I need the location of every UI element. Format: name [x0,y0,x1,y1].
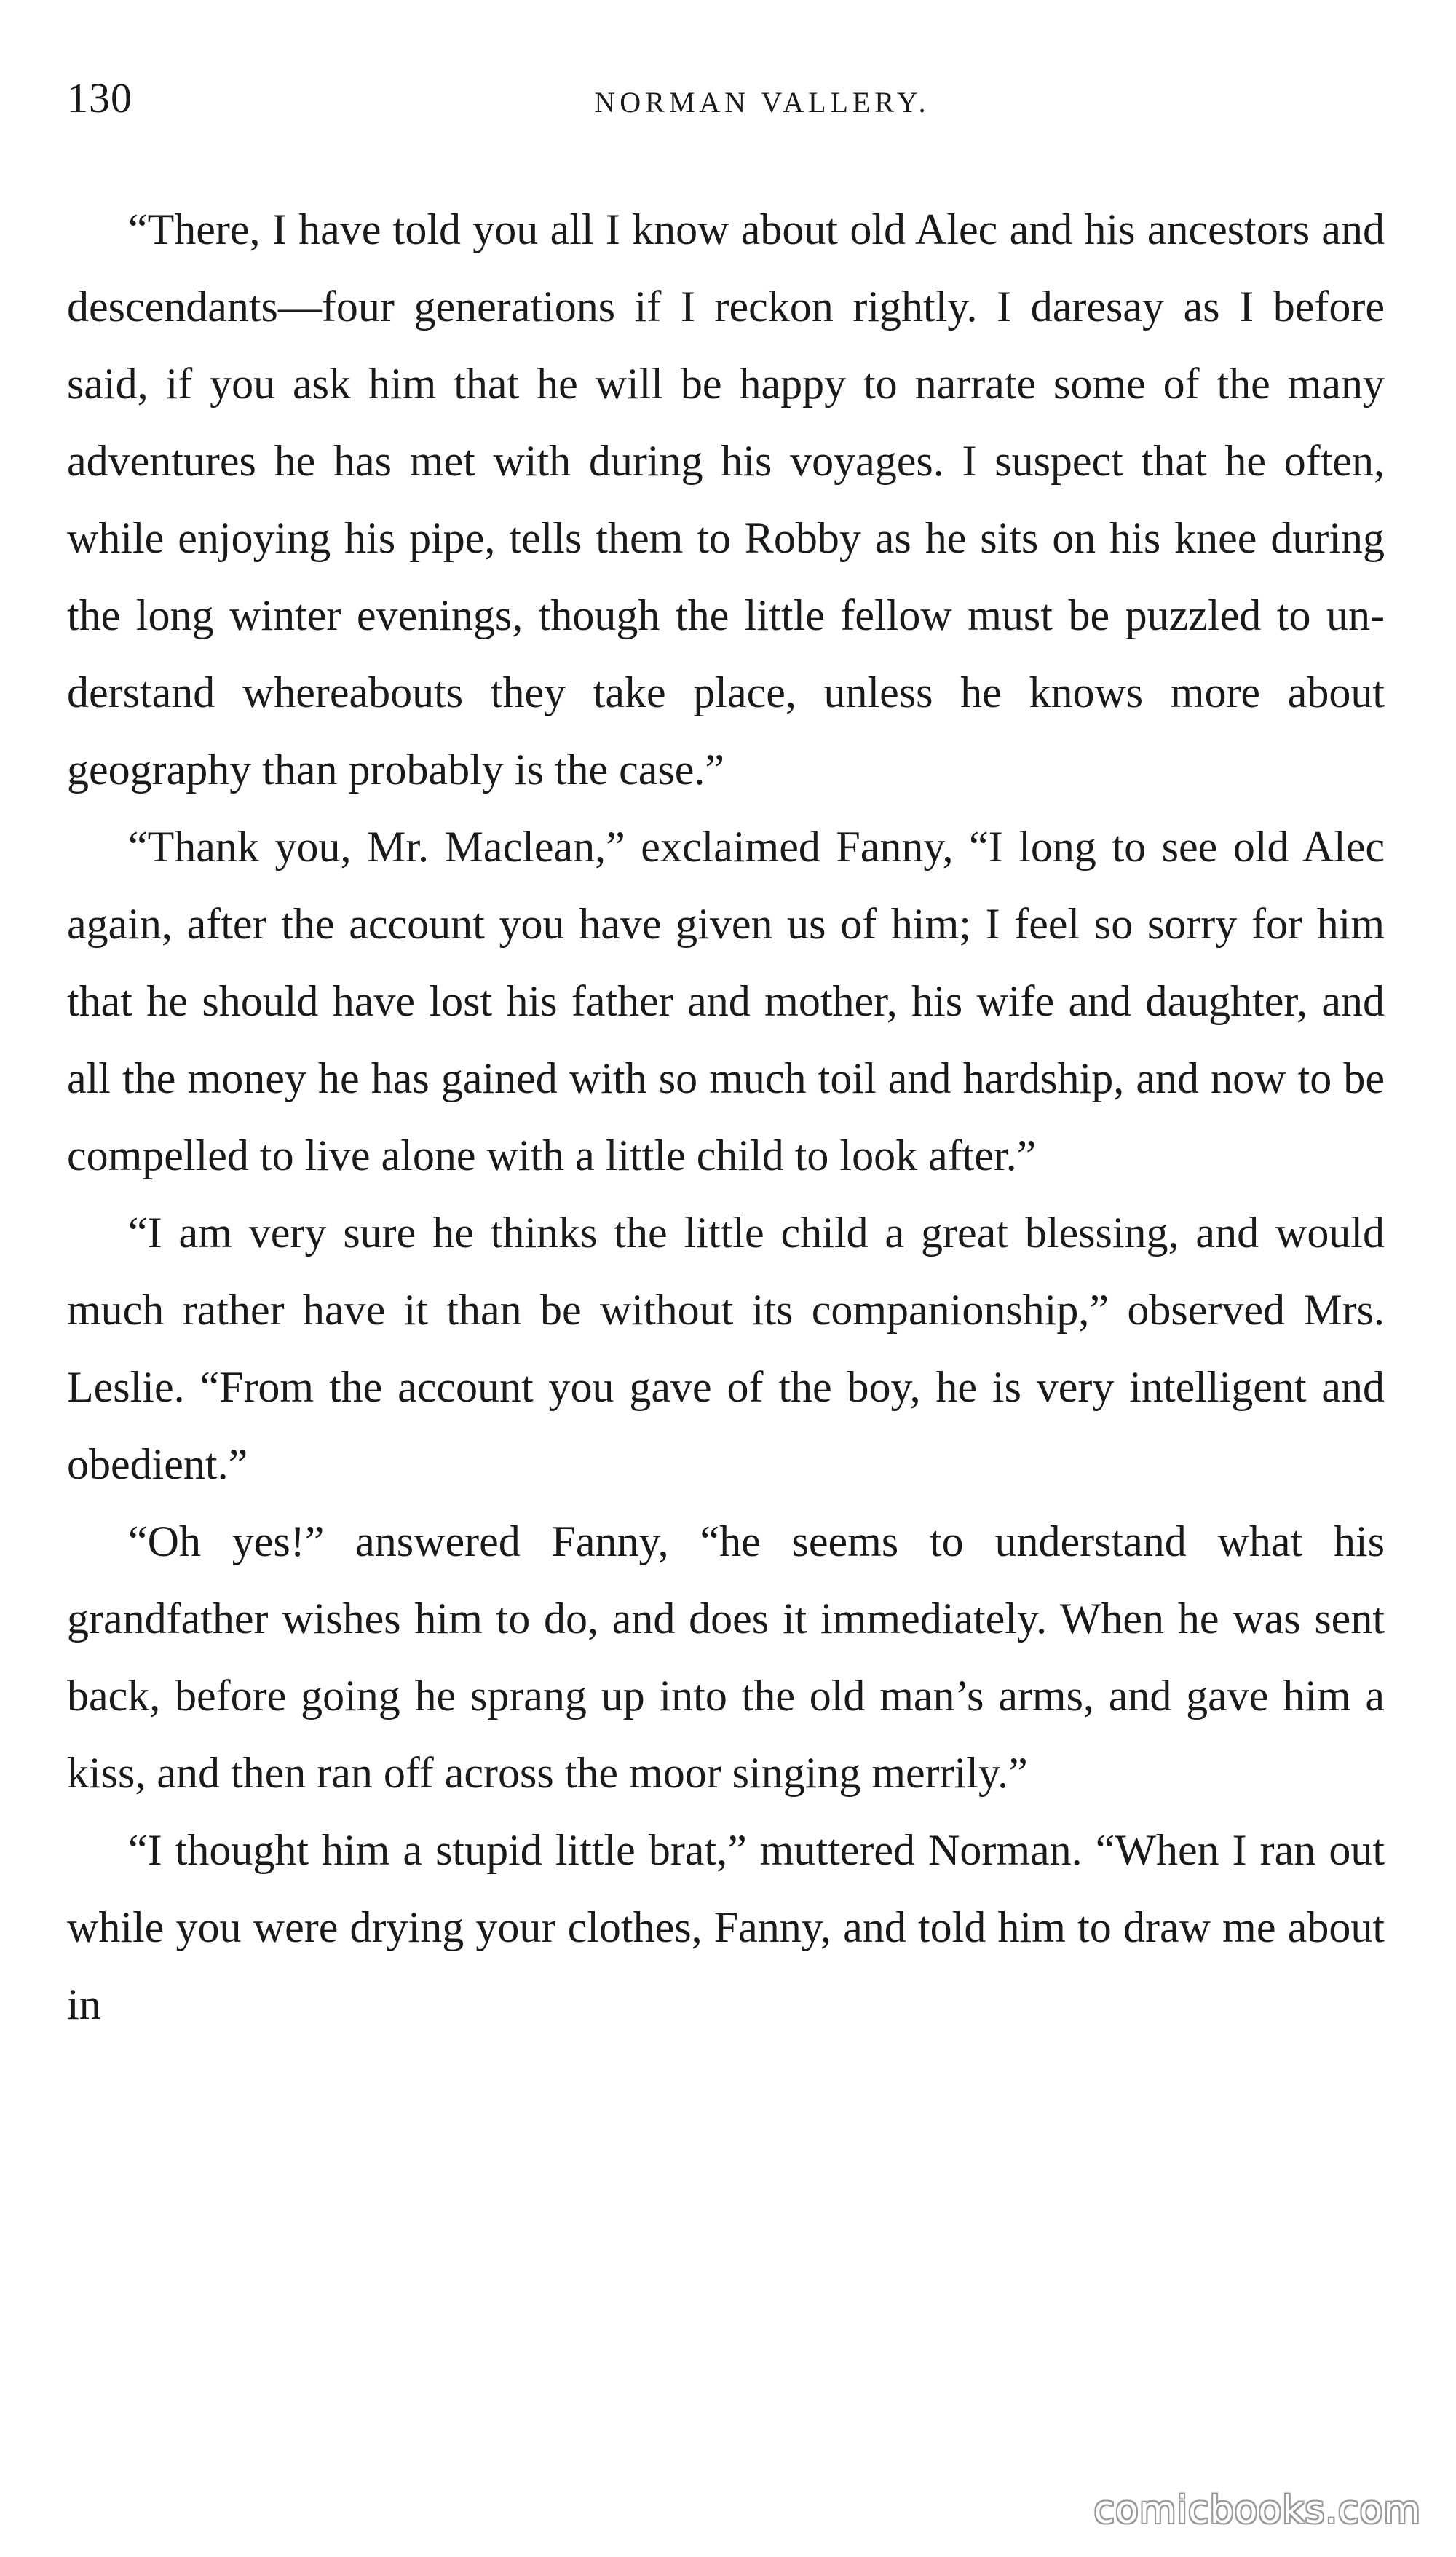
page-number: 130 [67,74,132,122]
running-title: NORMAN VALLERY. [594,86,930,119]
watermark: comicbooks.com [1093,2489,1421,2532]
paragraph: “There, I have told you all I know about old Alec and his ancestors and descendants—four generations if I reckon rightly. I daresay as I before said, if you ask him that he will be happy to narrate some of the many adventures he has met with during his voyages. I suspect that he often, while enjoying his pipe, tells them to Robby as he sits on his knee during the long winter evenings, though the little fellow must be puzzled to understand whereabouts they take place, unless he knows more about geography than probably is the case.” [67,205,1385,794]
paragraph: “Thank you, Mr. Maclean,” exclaimed Fanny, “I long to see old Alec again, after the account you have given us of him; I feel so sorry for him that he should have lost his father and mother, his wife and daughter, and all the money he has gained with so much toil and hardship, and now to be compelled to live alone with a little child to look after.” [67,823,1385,1179]
paragraph: “Oh yes!” answered Fanny, “he seems to understand what his grandfather wishes him to do, and does it immediately. When he was sent back, before going he sprang up into the old man’s arms, and gave him a kiss, and then ran off across the moor singing merrily.” [67,1517,1385,1797]
body-text [67,191,1385,2043]
running-head [67,69,1392,127]
paragraph: “I thought him a stupid little brat,” muttered Norman. “When I ran out while you were drying your clothes, Fanny, and told him to draw me about in [67,1826,1385,2028]
paragraph: “I am very sure he thinks the little child a great blessing, and would much rather have it than be without its companionship,” observed Mrs. Leslie. “From the account you gave of the boy, he is very intelligent and obedient.” [67,1209,1385,1488]
